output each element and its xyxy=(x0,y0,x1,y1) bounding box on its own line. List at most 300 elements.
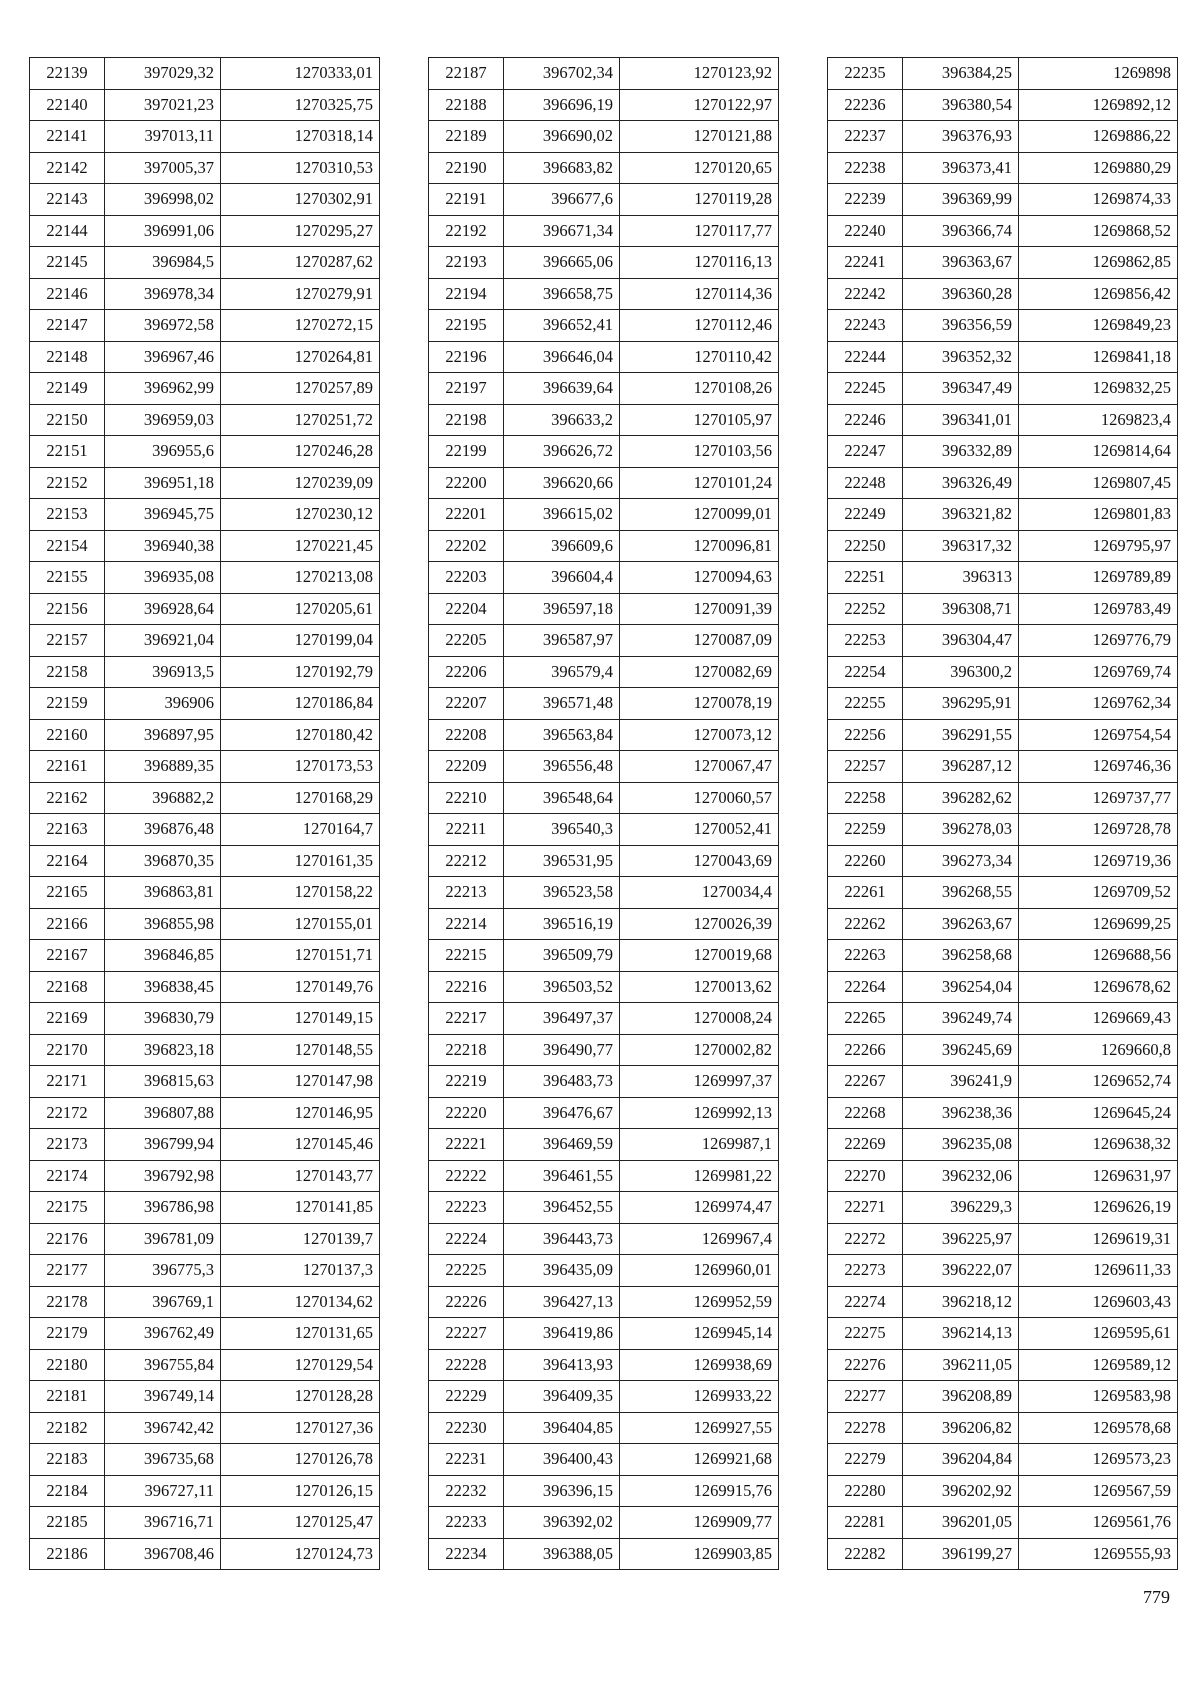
table-row xyxy=(30,940,380,972)
point-id-cell: 22282 xyxy=(828,1538,903,1570)
table-row xyxy=(828,656,1178,688)
point-id-cell: 22205 xyxy=(429,625,504,657)
point-id-cell: 22188 xyxy=(429,89,504,121)
point-id-cell: 22214 xyxy=(429,908,504,940)
table-row xyxy=(828,436,1178,468)
table-row xyxy=(828,278,1178,310)
table-row xyxy=(30,1538,380,1570)
x-coordinate-cell: 396823,18 xyxy=(105,1034,221,1066)
x-coordinate-cell: 396556,48 xyxy=(504,751,620,783)
y-coordinate-cell: 1269678,62 xyxy=(1019,971,1178,1003)
x-coordinate-cell: 396235,08 xyxy=(903,1129,1019,1161)
y-coordinate-cell: 1269981,22 xyxy=(620,1160,779,1192)
table-row xyxy=(429,782,779,814)
x-coordinate-cell: 396646,04 xyxy=(504,341,620,373)
point-id-cell: 22167 xyxy=(30,940,105,972)
x-coordinate-cell: 396202,92 xyxy=(903,1475,1019,1507)
y-coordinate-cell: 1269992,13 xyxy=(620,1097,779,1129)
point-id-cell: 22153 xyxy=(30,499,105,531)
point-id-cell: 22265 xyxy=(828,1003,903,1035)
x-coordinate-cell: 396483,73 xyxy=(504,1066,620,1098)
y-coordinate-cell: 1270094,63 xyxy=(620,562,779,594)
point-id-cell: 22242 xyxy=(828,278,903,310)
y-coordinate-cell: 1270073,12 xyxy=(620,719,779,751)
point-id-cell: 22173 xyxy=(30,1129,105,1161)
y-coordinate-cell: 1269814,64 xyxy=(1019,436,1178,468)
x-coordinate-cell: 396815,63 xyxy=(105,1066,221,1098)
y-coordinate-cell: 1270264,81 xyxy=(221,341,380,373)
point-id-cell: 22234 xyxy=(429,1538,504,1570)
table-row xyxy=(30,1066,380,1098)
x-coordinate-cell: 396490,77 xyxy=(504,1034,620,1066)
point-id-cell: 22141 xyxy=(30,121,105,153)
table-row xyxy=(429,1349,779,1381)
table-row xyxy=(828,1066,1178,1098)
table-row xyxy=(30,58,380,90)
table-row xyxy=(30,278,380,310)
point-id-cell: 22191 xyxy=(429,184,504,216)
table-row xyxy=(30,499,380,531)
table-row xyxy=(429,877,779,909)
y-coordinate-cell: 1270013,62 xyxy=(620,971,779,1003)
y-coordinate-cell: 1270002,82 xyxy=(620,1034,779,1066)
y-coordinate-cell: 1270221,45 xyxy=(221,530,380,562)
x-coordinate-cell: 396830,79 xyxy=(105,1003,221,1035)
point-id-cell: 22225 xyxy=(429,1255,504,1287)
y-coordinate-cell: 1269832,25 xyxy=(1019,373,1178,405)
point-id-cell: 22184 xyxy=(30,1475,105,1507)
x-coordinate-cell: 396523,58 xyxy=(504,877,620,909)
table-row xyxy=(828,58,1178,90)
point-id-cell: 22255 xyxy=(828,688,903,720)
x-coordinate-cell: 396326,49 xyxy=(903,467,1019,499)
x-coordinate-cell: 396360,28 xyxy=(903,278,1019,310)
table-row xyxy=(429,845,779,877)
x-coordinate-cell: 396245,69 xyxy=(903,1034,1019,1066)
point-id-cell: 22266 xyxy=(828,1034,903,1066)
x-coordinate-cell: 396392,02 xyxy=(504,1507,620,1539)
y-coordinate-cell: 1269849,23 xyxy=(1019,310,1178,342)
table-row xyxy=(429,215,779,247)
x-coordinate-cell: 396263,67 xyxy=(903,908,1019,940)
x-coordinate-cell: 396633,2 xyxy=(504,404,620,436)
point-id-cell: 22175 xyxy=(30,1192,105,1224)
x-coordinate-cell: 396587,97 xyxy=(504,625,620,657)
point-id-cell: 22211 xyxy=(429,814,504,846)
y-coordinate-cell: 1269728,78 xyxy=(1019,814,1178,846)
y-coordinate-cell: 1270161,35 xyxy=(221,845,380,877)
table-row xyxy=(30,121,380,153)
y-coordinate-cell: 1270103,56 xyxy=(620,436,779,468)
point-id-cell: 22151 xyxy=(30,436,105,468)
y-coordinate-cell: 1269898 xyxy=(1019,58,1178,90)
table-row xyxy=(429,1223,779,1255)
point-id-cell: 22264 xyxy=(828,971,903,1003)
y-coordinate-cell: 1269801,83 xyxy=(1019,499,1178,531)
y-coordinate-cell: 1269868,52 xyxy=(1019,215,1178,247)
x-coordinate-cell: 396735,68 xyxy=(105,1444,221,1476)
point-id-cell: 22216 xyxy=(429,971,504,1003)
point-id-cell: 22269 xyxy=(828,1129,903,1161)
y-coordinate-cell: 1269874,33 xyxy=(1019,184,1178,216)
point-id-cell: 22178 xyxy=(30,1286,105,1318)
point-id-cell: 22218 xyxy=(429,1034,504,1066)
x-coordinate-cell: 396690,02 xyxy=(504,121,620,153)
y-coordinate-cell: 1269769,74 xyxy=(1019,656,1178,688)
x-coordinate-cell: 396870,35 xyxy=(105,845,221,877)
y-coordinate-cell: 1270168,29 xyxy=(221,782,380,814)
x-coordinate-cell: 396928,64 xyxy=(105,593,221,625)
y-coordinate-cell: 1270149,15 xyxy=(221,1003,380,1035)
point-id-cell: 22233 xyxy=(429,1507,504,1539)
table-row xyxy=(429,1034,779,1066)
y-coordinate-cell: 1270295,27 xyxy=(221,215,380,247)
point-id-cell: 22165 xyxy=(30,877,105,909)
y-coordinate-cell: 1269638,32 xyxy=(1019,1129,1178,1161)
table-row xyxy=(429,1255,779,1287)
x-coordinate-cell: 396238,36 xyxy=(903,1097,1019,1129)
point-id-cell: 22238 xyxy=(828,152,903,184)
point-id-cell: 22276 xyxy=(828,1349,903,1381)
table-row xyxy=(429,1097,779,1129)
point-id-cell: 22194 xyxy=(429,278,504,310)
x-coordinate-cell: 396469,59 xyxy=(504,1129,620,1161)
x-coordinate-cell: 396998,02 xyxy=(105,184,221,216)
table-row xyxy=(429,152,779,184)
point-id-cell: 22236 xyxy=(828,89,903,121)
point-id-cell: 22201 xyxy=(429,499,504,531)
x-coordinate-cell: 396317,32 xyxy=(903,530,1019,562)
x-coordinate-cell: 396921,04 xyxy=(105,625,221,657)
point-id-cell: 22187 xyxy=(429,58,504,90)
table-row xyxy=(429,1192,779,1224)
table-row xyxy=(429,58,779,90)
y-coordinate-cell: 1269841,18 xyxy=(1019,341,1178,373)
point-id-cell: 22281 xyxy=(828,1507,903,1539)
point-id-cell: 22144 xyxy=(30,215,105,247)
y-coordinate-cell: 1270279,91 xyxy=(221,278,380,310)
point-id-cell: 22219 xyxy=(429,1066,504,1098)
point-id-cell: 22156 xyxy=(30,593,105,625)
y-coordinate-cell: 1269555,93 xyxy=(1019,1538,1178,1570)
y-coordinate-cell: 1269892,12 xyxy=(1019,89,1178,121)
x-coordinate-cell: 396278,03 xyxy=(903,814,1019,846)
table-row xyxy=(828,782,1178,814)
point-id-cell: 22262 xyxy=(828,908,903,940)
x-coordinate-cell: 397029,32 xyxy=(105,58,221,90)
x-coordinate-cell: 396716,71 xyxy=(105,1507,221,1539)
point-id-cell: 22143 xyxy=(30,184,105,216)
y-coordinate-cell: 1270147,98 xyxy=(221,1066,380,1098)
table-row xyxy=(429,1381,779,1413)
x-coordinate-cell: 396962,99 xyxy=(105,373,221,405)
point-id-cell: 22142 xyxy=(30,152,105,184)
x-coordinate-cell: 396620,66 xyxy=(504,467,620,499)
y-coordinate-cell: 1269933,22 xyxy=(620,1381,779,1413)
table-row xyxy=(828,814,1178,846)
x-coordinate-cell: 396452,55 xyxy=(504,1192,620,1224)
table-row xyxy=(828,530,1178,562)
table-row xyxy=(429,436,779,468)
coordinate-table-1 xyxy=(29,57,380,1570)
y-coordinate-cell: 1270126,78 xyxy=(221,1444,380,1476)
point-id-cell: 22149 xyxy=(30,373,105,405)
x-coordinate-cell: 396287,12 xyxy=(903,751,1019,783)
x-coordinate-cell: 396503,52 xyxy=(504,971,620,1003)
table-row xyxy=(828,562,1178,594)
x-coordinate-cell: 396671,34 xyxy=(504,215,620,247)
x-coordinate-cell: 396769,1 xyxy=(105,1286,221,1318)
x-coordinate-cell: 396781,09 xyxy=(105,1223,221,1255)
table-row xyxy=(30,814,380,846)
x-coordinate-cell: 396373,41 xyxy=(903,152,1019,184)
table-row xyxy=(429,971,779,1003)
x-coordinate-cell: 396609,6 xyxy=(504,530,620,562)
y-coordinate-cell: 1270145,46 xyxy=(221,1129,380,1161)
y-coordinate-cell: 1269611,33 xyxy=(1019,1255,1178,1287)
point-id-cell: 22220 xyxy=(429,1097,504,1129)
point-id-cell: 22239 xyxy=(828,184,903,216)
table-row xyxy=(30,845,380,877)
y-coordinate-cell: 1269960,01 xyxy=(620,1255,779,1287)
y-coordinate-cell: 1270108,26 xyxy=(620,373,779,405)
x-coordinate-cell: 396258,68 xyxy=(903,940,1019,972)
y-coordinate-cell: 1270141,85 xyxy=(221,1192,380,1224)
table-row xyxy=(30,908,380,940)
point-id-cell: 22190 xyxy=(429,152,504,184)
y-coordinate-cell: 1270122,97 xyxy=(620,89,779,121)
point-id-cell: 22162 xyxy=(30,782,105,814)
y-coordinate-cell: 1270101,24 xyxy=(620,467,779,499)
y-coordinate-cell: 1269783,49 xyxy=(1019,593,1178,625)
table-row xyxy=(429,1129,779,1161)
y-coordinate-cell: 1269762,34 xyxy=(1019,688,1178,720)
y-coordinate-cell: 1270213,08 xyxy=(221,562,380,594)
table-row xyxy=(30,1003,380,1035)
point-id-cell: 22259 xyxy=(828,814,903,846)
x-coordinate-cell: 396206,82 xyxy=(903,1412,1019,1444)
y-coordinate-cell: 1270148,55 xyxy=(221,1034,380,1066)
point-id-cell: 22210 xyxy=(429,782,504,814)
point-id-cell: 22279 xyxy=(828,1444,903,1476)
y-coordinate-cell: 1270143,77 xyxy=(221,1160,380,1192)
x-coordinate-cell: 396727,11 xyxy=(105,1475,221,1507)
y-coordinate-cell: 1269795,97 xyxy=(1019,530,1178,562)
table-row xyxy=(429,908,779,940)
y-coordinate-cell: 1269903,85 xyxy=(620,1538,779,1570)
point-id-cell: 22258 xyxy=(828,782,903,814)
y-coordinate-cell: 1270129,54 xyxy=(221,1349,380,1381)
y-coordinate-cell: 1270008,24 xyxy=(620,1003,779,1035)
point-id-cell: 22263 xyxy=(828,940,903,972)
y-coordinate-cell: 1270078,19 xyxy=(620,688,779,720)
y-coordinate-cell: 1270239,09 xyxy=(221,467,380,499)
point-id-cell: 22196 xyxy=(429,341,504,373)
point-id-cell: 22154 xyxy=(30,530,105,562)
y-coordinate-cell: 1270139,7 xyxy=(221,1223,380,1255)
table-row xyxy=(429,1286,779,1318)
table-row xyxy=(30,310,380,342)
table-row xyxy=(429,940,779,972)
y-coordinate-cell: 1270123,92 xyxy=(620,58,779,90)
table-row xyxy=(429,278,779,310)
table-row xyxy=(429,310,779,342)
y-coordinate-cell: 1269927,55 xyxy=(620,1412,779,1444)
x-coordinate-cell: 396597,18 xyxy=(504,593,620,625)
x-coordinate-cell: 396376,93 xyxy=(903,121,1019,153)
x-coordinate-cell: 396332,89 xyxy=(903,436,1019,468)
table-row xyxy=(30,1192,380,1224)
y-coordinate-cell: 1269645,24 xyxy=(1019,1097,1178,1129)
point-id-cell: 22197 xyxy=(429,373,504,405)
table-row xyxy=(828,247,1178,279)
y-coordinate-cell: 1270121,88 xyxy=(620,121,779,153)
y-coordinate-cell: 1269886,22 xyxy=(1019,121,1178,153)
point-id-cell: 22217 xyxy=(429,1003,504,1035)
y-coordinate-cell: 1269619,31 xyxy=(1019,1223,1178,1255)
x-coordinate-cell: 396461,55 xyxy=(504,1160,620,1192)
point-id-cell: 22252 xyxy=(828,593,903,625)
table-row xyxy=(30,719,380,751)
table-row xyxy=(828,1318,1178,1350)
table-row xyxy=(429,1444,779,1476)
x-coordinate-cell: 396282,62 xyxy=(903,782,1019,814)
y-coordinate-cell: 1269737,77 xyxy=(1019,782,1178,814)
table-row xyxy=(828,310,1178,342)
point-id-cell: 22179 xyxy=(30,1318,105,1350)
table-row xyxy=(429,404,779,436)
x-coordinate-cell: 396615,02 xyxy=(504,499,620,531)
x-coordinate-cell: 396838,45 xyxy=(105,971,221,1003)
y-coordinate-cell: 1269595,61 xyxy=(1019,1318,1178,1350)
table-row xyxy=(30,1286,380,1318)
point-id-cell: 22261 xyxy=(828,877,903,909)
table-row xyxy=(828,845,1178,877)
y-coordinate-cell: 1270272,15 xyxy=(221,310,380,342)
y-coordinate-cell: 1270117,77 xyxy=(620,215,779,247)
table-row xyxy=(429,656,779,688)
x-coordinate-cell: 396249,74 xyxy=(903,1003,1019,1035)
point-id-cell: 22249 xyxy=(828,499,903,531)
x-coordinate-cell: 396683,82 xyxy=(504,152,620,184)
point-id-cell: 22209 xyxy=(429,751,504,783)
y-coordinate-cell: 1269823,4 xyxy=(1019,404,1178,436)
x-coordinate-cell: 396951,18 xyxy=(105,467,221,499)
y-coordinate-cell: 1269856,42 xyxy=(1019,278,1178,310)
y-coordinate-cell: 1270325,75 xyxy=(221,89,380,121)
x-coordinate-cell: 396940,38 xyxy=(105,530,221,562)
point-id-cell: 22267 xyxy=(828,1066,903,1098)
point-id-cell: 22170 xyxy=(30,1034,105,1066)
x-coordinate-cell: 396404,85 xyxy=(504,1412,620,1444)
table-row xyxy=(828,719,1178,751)
point-id-cell: 22231 xyxy=(429,1444,504,1476)
table-row xyxy=(828,1223,1178,1255)
y-coordinate-cell: 1270134,62 xyxy=(221,1286,380,1318)
y-coordinate-cell: 1269987,1 xyxy=(620,1129,779,1161)
x-coordinate-cell: 396356,59 xyxy=(903,310,1019,342)
table-row xyxy=(828,1034,1178,1066)
point-id-cell: 22168 xyxy=(30,971,105,1003)
table-row xyxy=(30,1097,380,1129)
x-coordinate-cell: 397013,11 xyxy=(105,121,221,153)
point-id-cell: 22245 xyxy=(828,373,903,405)
y-coordinate-cell: 1270131,65 xyxy=(221,1318,380,1350)
coordinate-table-3 xyxy=(827,57,1178,1570)
y-coordinate-cell: 1270099,01 xyxy=(620,499,779,531)
x-coordinate-cell: 396254,04 xyxy=(903,971,1019,1003)
point-id-cell: 22256 xyxy=(828,719,903,751)
table-row xyxy=(828,593,1178,625)
point-id-cell: 22274 xyxy=(828,1286,903,1318)
point-id-cell: 22199 xyxy=(429,436,504,468)
table-row xyxy=(828,971,1178,1003)
x-coordinate-cell: 396208,89 xyxy=(903,1381,1019,1413)
y-coordinate-cell: 1270052,41 xyxy=(620,814,779,846)
x-coordinate-cell: 396241,9 xyxy=(903,1066,1019,1098)
y-coordinate-cell: 1270173,53 xyxy=(221,751,380,783)
x-coordinate-cell: 396204,84 xyxy=(903,1444,1019,1476)
table-row xyxy=(30,1507,380,1539)
point-id-cell: 22275 xyxy=(828,1318,903,1350)
point-id-cell: 22232 xyxy=(429,1475,504,1507)
x-coordinate-cell: 396563,84 xyxy=(504,719,620,751)
point-id-cell: 22206 xyxy=(429,656,504,688)
x-coordinate-cell: 397005,37 xyxy=(105,152,221,184)
x-coordinate-cell: 396540,3 xyxy=(504,814,620,846)
x-coordinate-cell: 396978,34 xyxy=(105,278,221,310)
point-id-cell: 22273 xyxy=(828,1255,903,1287)
x-coordinate-cell: 396658,75 xyxy=(504,278,620,310)
table-row xyxy=(30,1412,380,1444)
point-id-cell: 22203 xyxy=(429,562,504,594)
y-coordinate-cell: 1270116,13 xyxy=(620,247,779,279)
table-row xyxy=(429,1538,779,1570)
y-coordinate-cell: 1269807,45 xyxy=(1019,467,1178,499)
x-coordinate-cell: 396876,48 xyxy=(105,814,221,846)
point-id-cell: 22227 xyxy=(429,1318,504,1350)
table-row xyxy=(30,1160,380,1192)
y-coordinate-cell: 1269974,47 xyxy=(620,1192,779,1224)
y-coordinate-cell: 1269938,69 xyxy=(620,1349,779,1381)
table-row xyxy=(429,1066,779,1098)
x-coordinate-cell: 396218,12 xyxy=(903,1286,1019,1318)
y-coordinate-cell: 1269660,8 xyxy=(1019,1034,1178,1066)
y-coordinate-cell: 1270120,65 xyxy=(620,152,779,184)
y-coordinate-cell: 1270127,36 xyxy=(221,1412,380,1444)
y-coordinate-cell: 1269583,98 xyxy=(1019,1381,1178,1413)
x-coordinate-cell: 396742,42 xyxy=(105,1412,221,1444)
table-row xyxy=(828,1444,1178,1476)
y-coordinate-cell: 1269862,85 xyxy=(1019,247,1178,279)
y-coordinate-cell: 1270164,7 xyxy=(221,814,380,846)
point-id-cell: 22237 xyxy=(828,121,903,153)
y-coordinate-cell: 1269603,43 xyxy=(1019,1286,1178,1318)
point-id-cell: 22157 xyxy=(30,625,105,657)
x-coordinate-cell: 396749,14 xyxy=(105,1381,221,1413)
y-coordinate-cell: 1270251,72 xyxy=(221,404,380,436)
point-id-cell: 22152 xyxy=(30,467,105,499)
point-id-cell: 22195 xyxy=(429,310,504,342)
y-coordinate-cell: 1269589,12 xyxy=(1019,1349,1178,1381)
x-coordinate-cell: 396604,4 xyxy=(504,562,620,594)
point-id-cell: 22251 xyxy=(828,562,903,594)
x-coordinate-cell: 396516,19 xyxy=(504,908,620,940)
table-row xyxy=(828,625,1178,657)
table-row xyxy=(429,1003,779,1035)
table-row xyxy=(30,373,380,405)
table-row xyxy=(429,530,779,562)
